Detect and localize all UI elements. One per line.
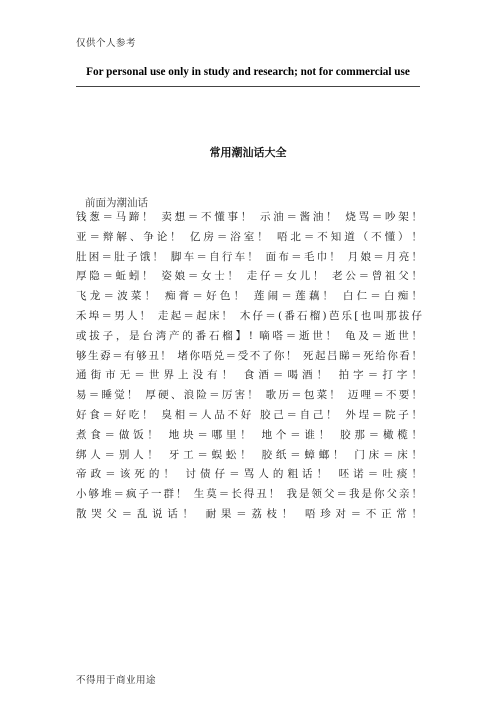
header-divider — [76, 86, 420, 87]
vocabulary-line: 飞龙＝波菜！ 痴膏＝好色！ 莲闹＝莲藕！ 白仁＝白痴！ — [76, 290, 422, 303]
vocabulary-line: 好食＝好吃！ 臭相＝人品不好 胶己＝自己！ 外埕＝院子！ — [76, 408, 422, 421]
vocabulary-line: 禾埠＝男人！ 走起＝起床！ 木仔＝(番石榴)芭乐[也叫那拔仔 — [76, 309, 422, 322]
vocabulary-line: 散哭父＝乱说话！ 耐果＝荔枝！ 唔珍对＝不正常！ — [76, 507, 422, 520]
vocabulary-line: 厚隐＝蚯蚓！ 姿娘＝女士！ 走仔＝女儿！ 老公＝曾祖父！ — [76, 270, 422, 283]
vocabulary-line: 够生孬＝有够丑！ 堵你唔兑＝受不了你！ 死起吕睇＝死给你看！ — [76, 349, 422, 362]
english-use-notice: For personal use only in study and research; not for commercial use — [86, 66, 410, 78]
vocabulary-line: 易＝睡觉！ 厚硬、浪险＝厉害！ 歌历＝包菜！ 迈哩＝不要！ — [76, 389, 422, 402]
vocabulary-line: 小够堆＝疯子一群！ 生莫＝长得丑！ 我是领父＝我是你父亲！ — [76, 488, 422, 501]
vocabulary-line: 绑人＝别人！ 牙工＝蜈蚣！ 胶纸＝蟑螂！ 门床＝床！ — [76, 448, 422, 461]
page-header-note: 仅供个人参考 — [76, 38, 137, 49]
vocabulary-list — [76, 208, 422, 525]
vocabulary-line: 通街市无＝世界上没有！ 食酒＝喝酒！ 拍字＝打字！ — [76, 369, 422, 382]
vocabulary-line: 肚困＝肚子饿！ 脚车＝自行车！ 面布＝毛巾！ 月娘＝月亮！ — [76, 250, 422, 263]
vocabulary-line: 煮食＝做饭！ 地块＝哪里！ 地个＝谁！ 胶那＝橄榄！ — [76, 428, 422, 441]
vocabulary-line: 帝政＝该死的！ 讨债仔＝骂人的粗话！ 呸诺＝吐痰！ — [76, 468, 422, 481]
vocabulary-line: 或拔子，是台湾产的番石榴】! 嘀嗒＝逝世！ 龟及＝逝世！ — [76, 329, 422, 342]
vocabulary-line: 亚＝辩解、争论！ 亿房＝浴室！ 唔北＝不知道（不懂）！ — [76, 230, 422, 243]
page-footer-note: 不得用于商业用途 — [76, 675, 157, 686]
document-title: 常用潮汕话大全 — [209, 146, 287, 159]
vocabulary-line: 钱葱＝马蹄！ 卖想＝不懂事！ 示油＝酱油！ 烧骂＝吵架！ — [76, 211, 422, 223]
intro-text: 前面为潮汕话 — [85, 197, 148, 209]
